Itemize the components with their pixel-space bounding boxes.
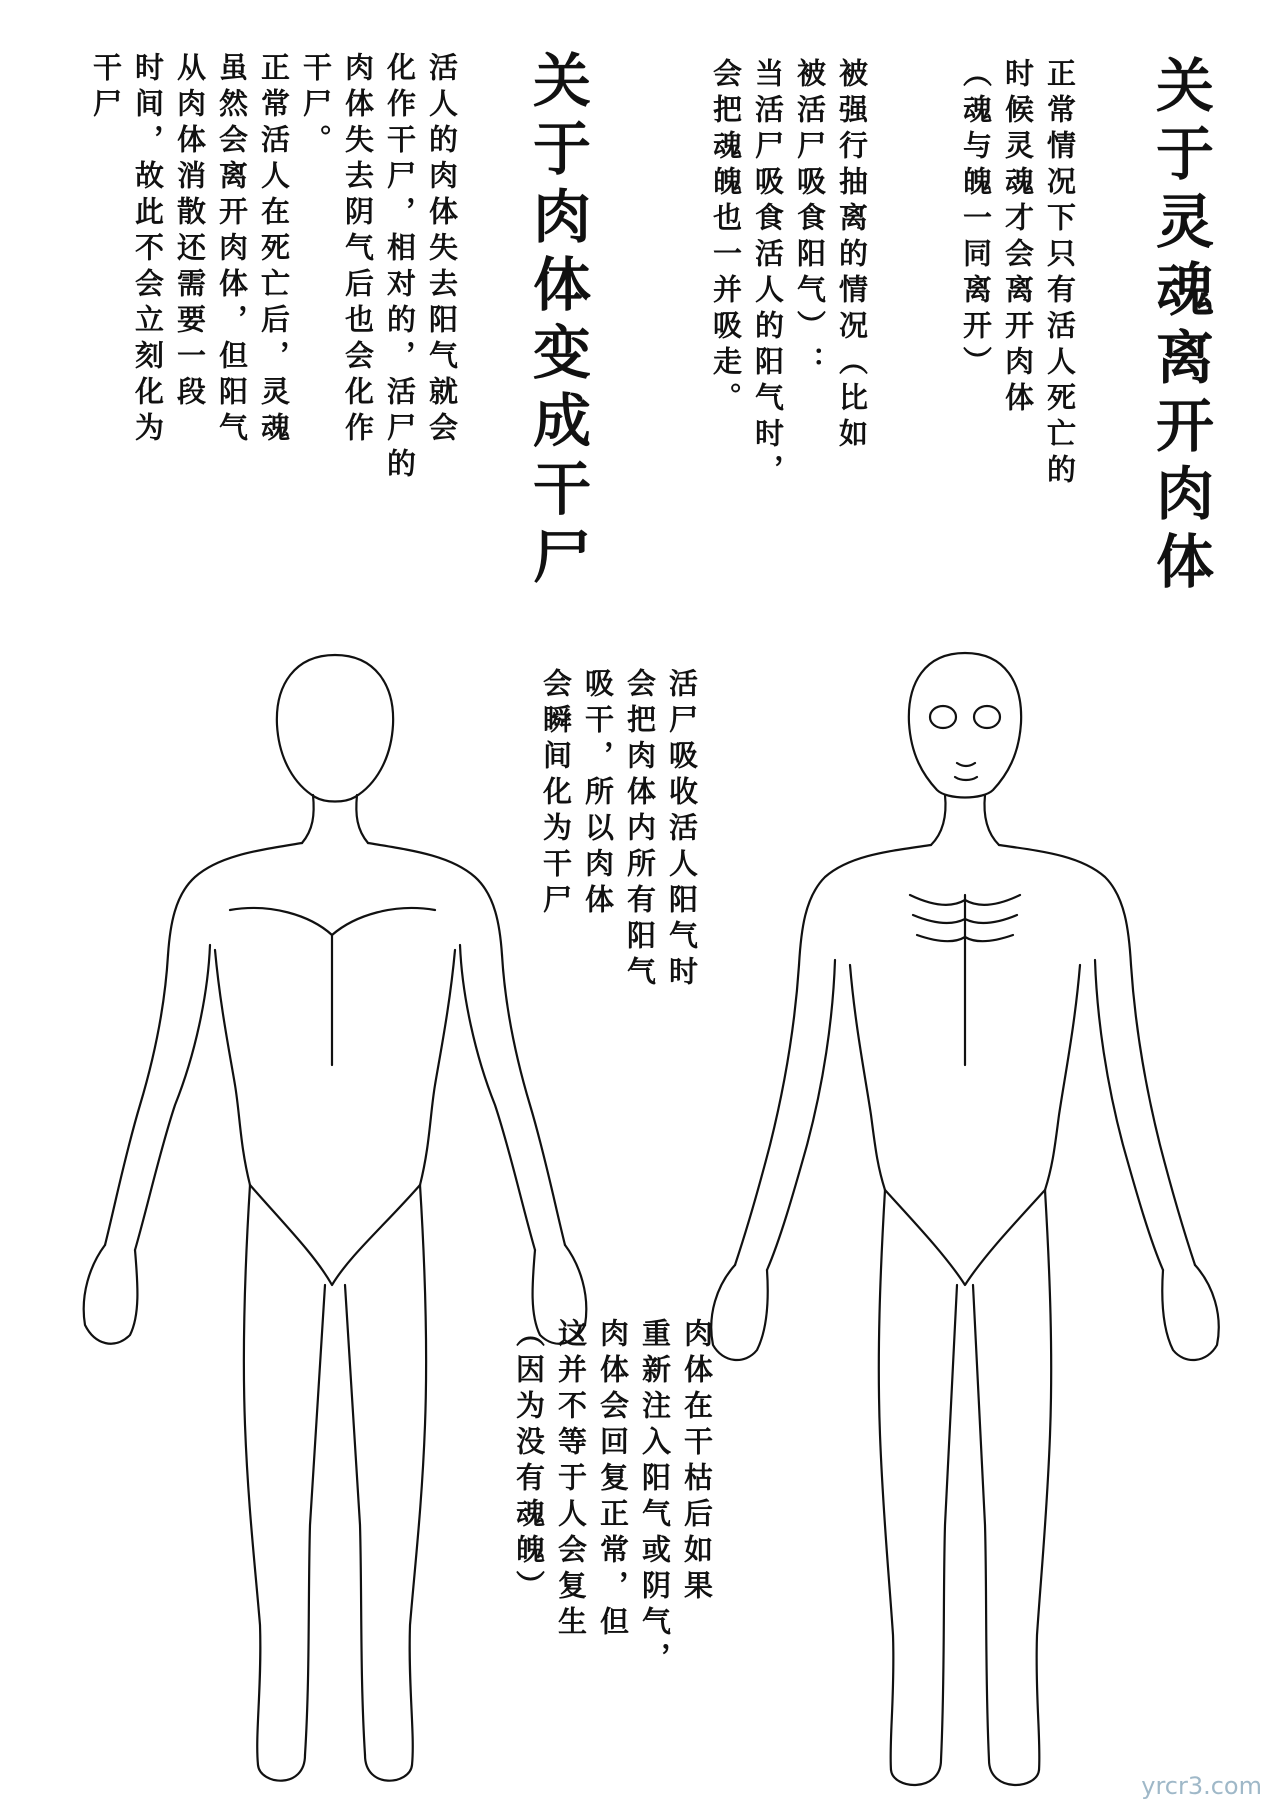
text-restoration-note: 肉体在干枯后如果 重新注入阳气或阴气， 肉体会回复正常，但 这并不等于人会复生 （因为没有魂魄）: [512, 1318, 714, 1678]
site-watermark: yrcr3.com: [1141, 1772, 1262, 1800]
text-soul-forced-extraction: 被强行抽离的情况（比如 被活尸吸食阳气）： 当活尸吸食活人的阳气时， 会把魂魄也一并吸走。: [709, 58, 869, 490]
text-body-drying: 活人的肉体失去阳气就会 化作干尸，相对的，活尸的 肉体失去阴气后也会化作 干尸。 正常活人在死亡后，灵魂 虽然会离开肉体，但阳气 从肉体消散还需要一段 时间，故此不会立刻化为 干尸: [89, 52, 459, 484]
heading-soul-leaves-body: 关于灵魂离开肉体: [1146, 55, 1214, 599]
withered-human-figure-outline-icon: [685, 645, 1245, 1795]
text-instant-drain: 活尸吸收活人阳气时 会把肉体内所有阳气 吸干，所以肉体 会瞬间化为干尸: [539, 668, 699, 992]
text-soul-normal-death: 正常情况下只有活人死亡的 时候灵魂才会离开肉体 （魂与魄一同离开）: [959, 58, 1077, 490]
heading-body-becomes-husk: 关于肉体变成干尸: [523, 50, 591, 594]
human-figure-outline-icon: [70, 645, 600, 1795]
